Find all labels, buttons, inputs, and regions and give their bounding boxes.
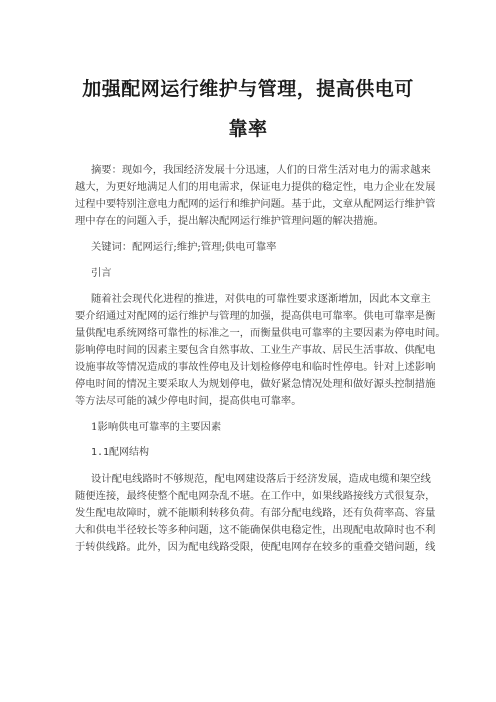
section-1-1-line: 于转供线路。此外，因为配电线路受限，使配电网存在较多的重叠交错问题，线 [75,541,436,553]
intro-heading: 引言 [91,267,112,279]
document-title-line-1: 加强配网运行维护与管理，提高供电可 [82,78,414,100]
section-1-heading: 1影响供电可靠率的主要因素 [91,421,222,433]
keywords: 关键词：配网运行;维护;管理;供电可靠率 [91,241,277,253]
intro-line: 要介绍通过对配网的运行维护与管理的加强，提高供电可靠率。供电可靠率是衡 [75,310,436,322]
section-1-1-line: 发生配电故障时，就不能顺利转移负荷。有部分配电线路，还有负荷率高、容量 [75,507,436,519]
section-1-1-line: 随便连接，最终使整个配电网杂乱不堪。在工作中，如果线路接线方式很复杂， [75,490,436,502]
intro-line: 量供配电系统网络可靠性的标准之一，而衡量供电可靠率的主要因素为停电时间。 [75,327,446,339]
abstract-line: 过程中要特别注意电力配网的运行和维护问题。基于此，文章从配网运行维护管 [75,198,436,210]
abstract-line: 理中存在的问题入手，提出解决配网运行维护管理问题的解决措施。 [75,215,384,227]
abstract-line: 摘要：现如今，我国经济发展十分迅速，人们的日常生活对电力的需求越来 [91,164,431,176]
section-1-1-line: 设计配电线路时不够规范，配电网建设落后于经济发展，造成电缆和架空线 [91,473,431,485]
intro-line: 设施事故等情况造成的事故性停电及计划检修停电和临时性停电。针对上述影响 [75,361,436,373]
section-1-1-line: 大和供电半径较长等多种问题，这不能确保供电稳定性，出现配电故障时也不利 [75,524,436,536]
intro-line: 等方法尽可能的减少停电时间，提高供电可靠率。 [75,395,302,407]
intro-line: 影响停电时间的因素主要包含自然事故、工业生产事故、居民生活事故、供配电 [75,344,436,356]
document-title-line-2: 靠率 [228,118,268,140]
section-1-1-heading: 1.1配网结构 [91,447,150,458]
abstract-line: 越大，为更好地满足人们的用电需求，保证电力提供的稳定性，电力企业在发展 [75,181,436,193]
intro-line: 停电时间的情况主要采取人为规划停电，做好紧急情况处理和做好源头控制措施 [75,378,436,390]
intro-line: 随着社会现代化进程的推进，对供电的可靠性要求逐渐增加，因此本文章主 [91,293,431,305]
